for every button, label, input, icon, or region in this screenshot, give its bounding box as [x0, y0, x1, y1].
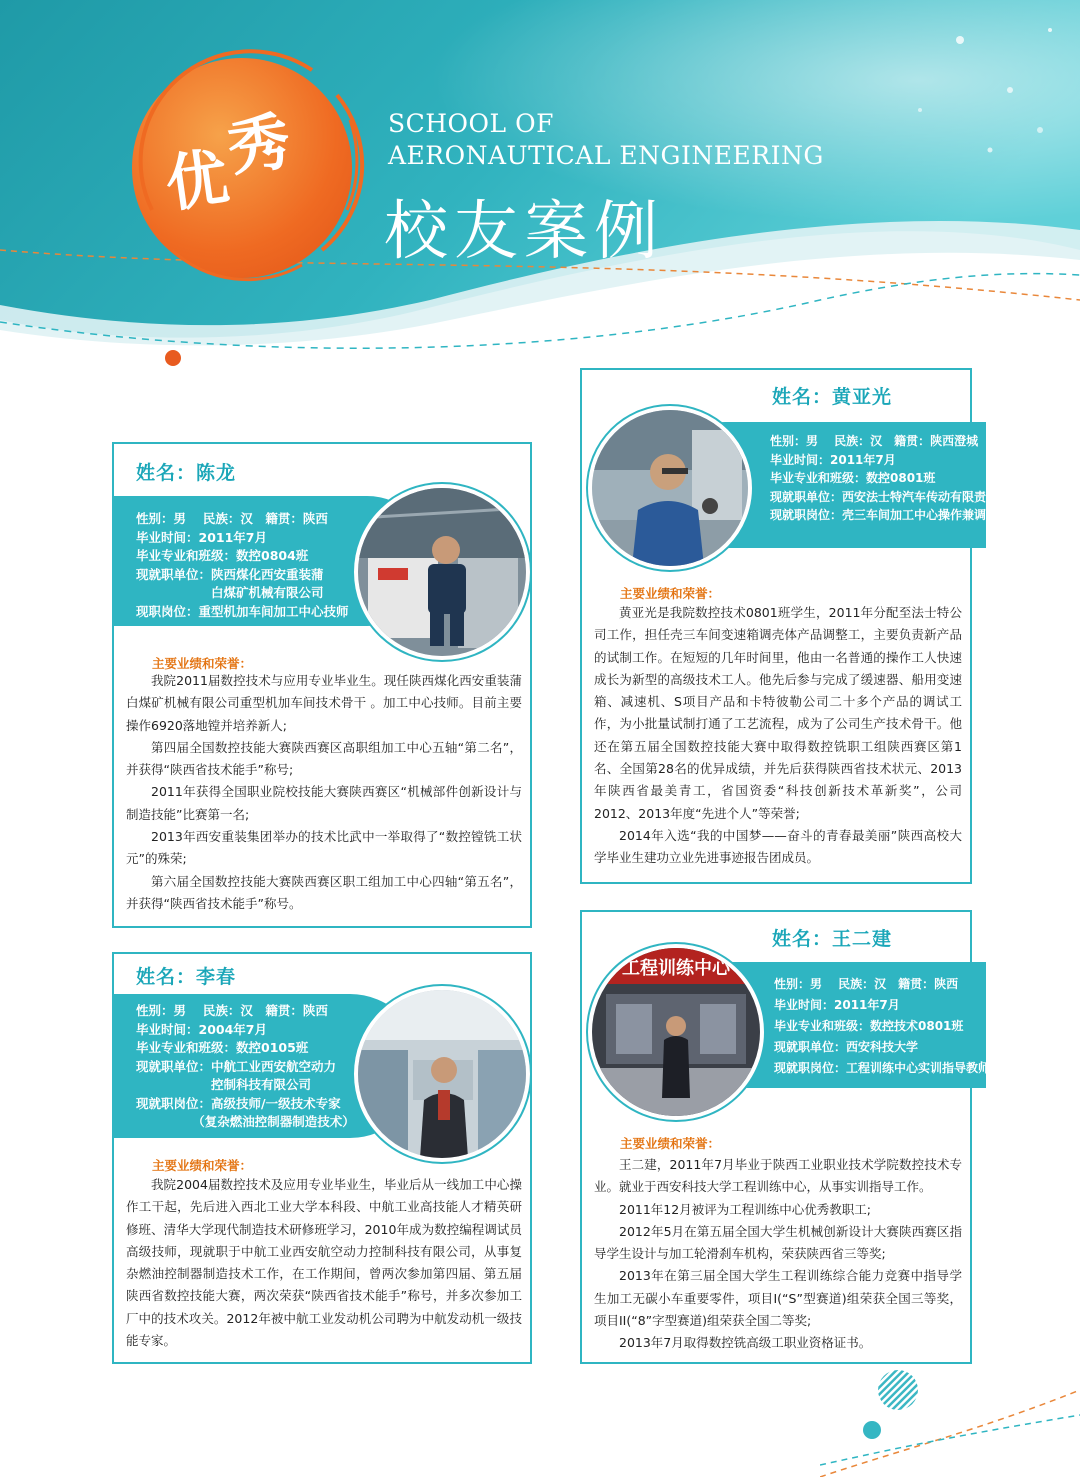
info-line: 毕业时间：2011年7月	[136, 529, 267, 545]
alumni-info	[770, 432, 1022, 525]
alumni-name: 姓名：李春	[136, 966, 237, 988]
school-name-line-2: AERONAUTICAL ENGINEERING	[388, 141, 824, 170]
alumni-name: 姓名：王二建	[772, 928, 893, 950]
info-line: 控制科技有限公司	[136, 1077, 312, 1092]
achievements-heading: 主要业绩和荣誉：	[152, 1158, 253, 1173]
info-line: 现就职单位：西安法士特汽车传动有限责任公司	[770, 489, 1023, 504]
logo-char-1: 优	[161, 140, 233, 221]
info-line: 性别：男 民族：汉 籍贯：陕西	[136, 1003, 328, 1018]
alumni-card-chenlong	[112, 442, 532, 928]
info-line: 现就职单位：中航工业西安航空动力	[136, 1058, 337, 1074]
paragraph: 我院2004届数控技术及应用专业毕业生，毕业后从一线加工中心操作工干起，先后进入西北工业大学本科段、中航工业高技能人才精英研修班、清华大学现代制造技术研修班学习，2010年成为数控编程调试员高级技师，现就职于中航工业西安航空动力控制科技有限公司，从事复杂燃油控制器制造技术工作，在工作期间，曾两次参加第四届、第五届陕西省数控技能大赛，两次荣获“陕西省技术能手”称号，并多次参加工厂中的技术攻关。2012年被中航工业发动机公司聘为中航发动机一级技能专家。	[126, 1177, 522, 1349]
info-line: 毕业时间：2004年7月	[136, 1021, 267, 1037]
info-line: 性别：男 民族：汉 籍贯：陕西澄城	[770, 434, 979, 448]
paragraph: 第六届全国数控技能大赛陕西赛区职工组加工中心四轴“第五名”，并获得“陕西省技术能手”称号。	[126, 873, 522, 911]
info-line: 毕业专业和班级：数控0105班	[136, 1040, 309, 1055]
info-line: 现职岗位：重型机加车间加工中心技师	[136, 603, 349, 619]
info-line: 现就职岗位：壳三车间加工中心操作兼调整工	[770, 508, 1011, 522]
alumni-info	[774, 974, 990, 1079]
alumni-name: 姓名：黄亚光	[772, 386, 893, 408]
info-line: 现就职单位：陕西煤化西安重装蒲	[136, 566, 324, 582]
photo-image	[358, 488, 526, 656]
paragraph: 2011年12月被评为工程训练中心优秀教职工;	[619, 1201, 871, 1217]
paragraph: 黄亚光是我院数控技术0801班学生，2011年分配至法士特公司工作，担任壳三车间变速箱调壳体产品调整工，主要负责新产品的试制工作。在短短的几年时间里，他由一名普通的操作工人快速成长为新型的高级技术工人。他先后参与完成了缓速器、船用变速箱、减速机、S项目产品和卡特彼勒公司二十多个产品的调试工作，为小批量试制打通了工艺流程，成为了公司生产技术骨干。他还在第五届全国数控技能大赛中取得数控铣职工组陕西赛区第1名、全国第28名的优异成绩，并先后获得陕西省技术状元、2013年陕西省最美青工，省国资委“科技创新技术革新奖”，公司2012、2013年度“先进个人”等荣誉;	[594, 605, 962, 821]
page-title: 校友案例	[384, 195, 664, 269]
info-line: 毕业专业和班级：数控0801班	[770, 471, 936, 485]
achievements-heading: 主要业绩和荣誉：	[152, 656, 253, 671]
school-name-english	[388, 108, 824, 172]
info-line: 现就职岗位：高级技师/一级技术专家	[136, 1095, 341, 1111]
info-line: 毕业专业和班级：数控技术0801班	[774, 1019, 964, 1033]
alumni-card-lichun	[112, 952, 532, 1364]
alumni-info	[136, 1002, 355, 1132]
info-line: 现就职单位：西安科技大学	[774, 1040, 919, 1054]
school-name-line-1: SCHOOL OF	[388, 109, 554, 138]
paragraph: 2011年获得全国职业院校技能大赛陕西赛区“机械部件创新设计与制造技能”比赛第一名;	[126, 784, 522, 822]
paragraph: 第四届全国数控技能大赛陕西赛区高职组加工中心五轴“第二名”，并获得“陕西省技术能手”称号;	[126, 739, 522, 778]
page-header	[0, 0, 1080, 380]
paragraph: 2013年在第三届全国大学生工程训练综合能力竞赛中指导学生加工无碳小车重要零件，项目I(“S”型赛道)组荣获全国三等奖，项目II(“8”字型赛道)组荣获全国二等奖;	[594, 1268, 962, 1329]
alumni-photo	[354, 986, 530, 1162]
alumni-name: 姓名：陈龙	[136, 462, 237, 484]
achievements-heading: 主要业绩和荣誉：	[620, 1136, 721, 1151]
info-line: 性别：男 民族：汉 籍贯：陕西	[774, 977, 959, 991]
paragraph: 2012年5月在第五届全国大学生机械创新设计大赛陕西赛区指导学生设计与加工轮滑刹车机构，荣获陕西省三等奖;	[594, 1223, 962, 1262]
alumni-card-wangerjian	[580, 910, 991, 1364]
achievements-heading: 主要业绩和荣誉：	[620, 586, 721, 601]
paragraph: 2013年西安重装集团举办的技术比武中一举取得了“数控镗铣工状元”的殊荣;	[126, 829, 522, 867]
achievements-text	[126, 1174, 522, 1352]
alumni-photo	[588, 944, 764, 1120]
alumni-card-huangyaguang	[580, 368, 1023, 884]
photo-image	[592, 948, 760, 1116]
paragraph: 2014年入选“我的中国梦——奋斗的青春最美丽”陕西高校大学毕业生建功立业先进事迹报告团成员。	[594, 827, 962, 866]
logo-ring-decoration	[112, 40, 382, 300]
paragraph: 2013年7月取得数控铣高级工职业资格证书。	[619, 1335, 872, 1351]
info-line: 现就职岗位：工程训练中心实训指导教师	[774, 1061, 991, 1075]
info-line: （复杂燃油控制器制造技术）	[136, 1114, 355, 1129]
paragraph: 我院2011届数控技术与应用专业毕业生。现任陕西煤化西安重装蒲白煤矿机械有限公司重型机加车间技术骨干 。加工中心技师。目前主要操作6920落地镗并培养新人;	[126, 673, 522, 733]
photo-image	[358, 990, 526, 1158]
achievements-text	[594, 602, 962, 870]
paragraph: 王二建，2011年7月毕业于陕西工业职业技术学院数控技术专业。就业于西安科技大学工程训练中心，从事实训指导工作。	[594, 1157, 962, 1195]
logo-char-2: 秀	[223, 104, 295, 185]
info-line: 性别：男 民族：汉 籍贯：陕西	[136, 511, 328, 526]
achievements-text	[126, 670, 522, 915]
info-line: 毕业时间：2011年7月	[774, 998, 900, 1012]
info-line: 毕业时间：2011年7月	[770, 452, 896, 467]
alumni-photo	[588, 406, 752, 570]
info-line: 白煤矿机械有限公司	[136, 585, 324, 600]
achievements-text	[594, 1154, 962, 1355]
photo-image	[592, 410, 748, 566]
bottom-right-decoration	[820, 1360, 1080, 1477]
info-line: 毕业专业和班级：数控0804班	[136, 548, 309, 563]
photo-sign-text: 工程训练中心	[622, 958, 730, 979]
alumni-photo	[354, 484, 530, 660]
alumni-info	[136, 510, 349, 621]
